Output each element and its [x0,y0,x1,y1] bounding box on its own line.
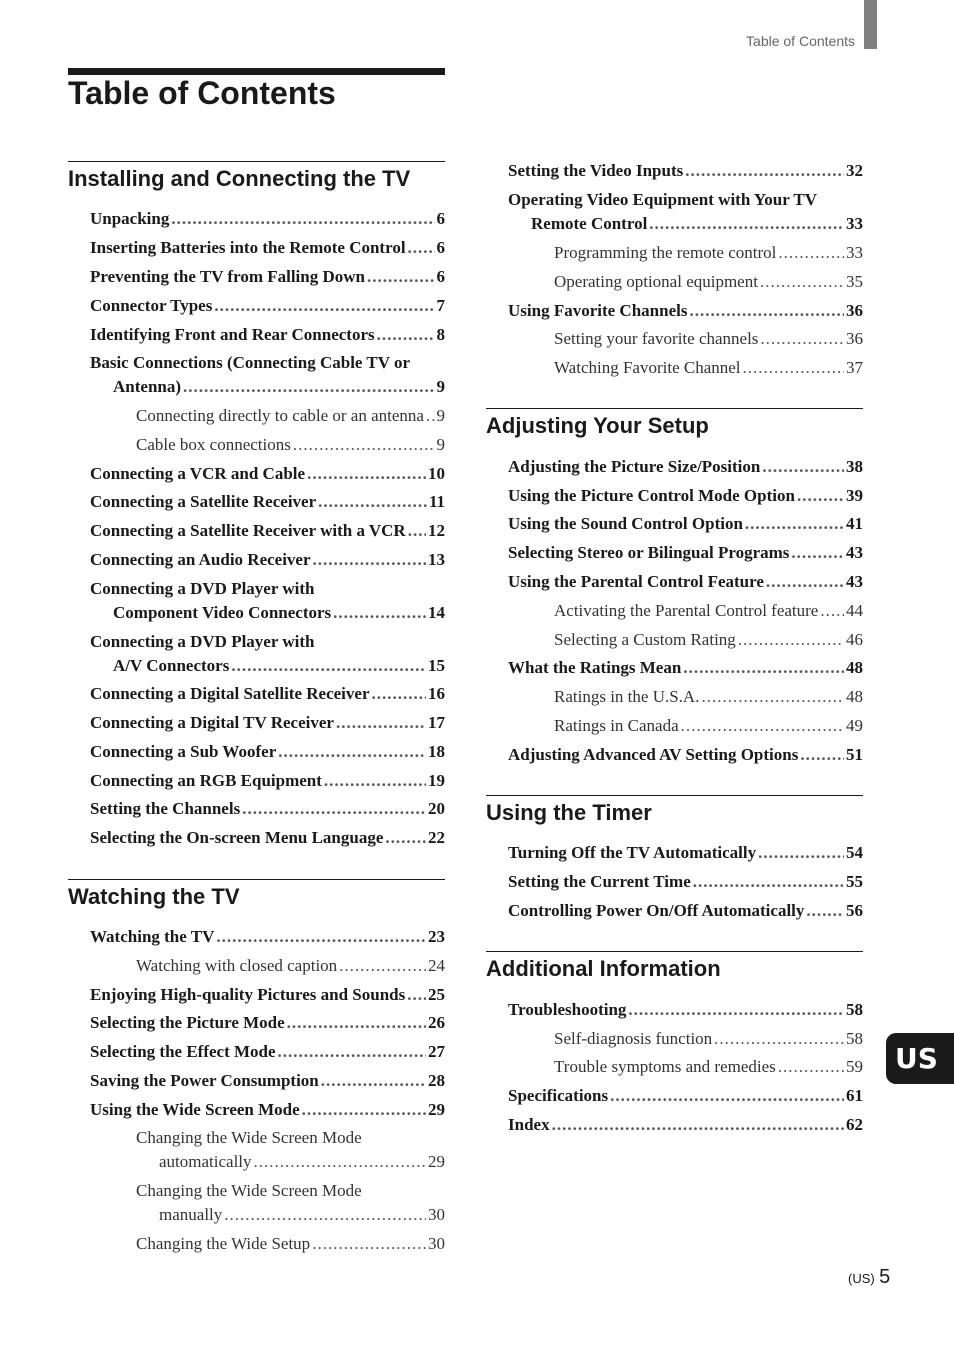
running-header: Table of Contents [746,33,855,49]
entry-title: Watching the TV [90,927,215,947]
dot-leader [312,1232,426,1256]
entry-title: Using the Picture Control Mode Option [508,485,795,505]
entry-page-number: 29 [428,1152,445,1172]
entry-page-number: 11 [428,492,445,512]
dot-leader [552,1113,844,1137]
entry-page-number: 23 [428,927,445,947]
toc-entry[interactable] [68,709,445,738]
toc-subentry[interactable] [68,1230,445,1259]
entry-title: Connecting an RGB Equipment [90,770,322,790]
entry-title: Connecting a Satellite Receiver with a VCR [90,521,406,541]
toc-entry[interactable] [68,291,445,320]
dot-leader [610,1084,844,1108]
page-number [848,1266,890,1289]
entry-page-number: 49 [846,715,863,735]
toc-entry[interactable] [486,839,863,868]
dot-leader [426,404,435,428]
dot-leader [685,159,844,183]
dot-leader [242,797,426,821]
dot-leader [372,682,427,706]
toc-subentry[interactable] [486,596,863,625]
toc-subentry[interactable] [486,1024,863,1053]
entry-page-number: 6 [436,238,445,258]
dot-leader [745,512,844,536]
dot-leader [321,1069,426,1093]
entry-page-number: 46 [846,629,863,649]
entry-page-number: 24 [428,955,445,975]
dot-leader [800,743,844,767]
toc-entry[interactable] [68,1095,445,1124]
toc-subentry[interactable] [486,267,863,296]
toc-entry[interactable] [68,205,445,234]
entry-title: Connecting a Digital TV Receiver [90,713,334,733]
dot-leader [714,1027,844,1051]
toc-entry[interactable] [68,349,445,402]
entry-title: Trouble symptoms and remedies [554,1057,776,1077]
dot-leader [407,983,426,1007]
dot-leader [683,656,844,680]
entry-page-number: 36 [846,300,863,320]
entry-page-number: 26 [428,1013,445,1033]
dot-leader [806,899,844,923]
entry-title: Specifications [508,1086,609,1106]
entry-title: Using Favorite Channels [508,300,688,320]
dot-leader [318,490,427,514]
toc-entry[interactable] [68,795,445,824]
dot-leader [408,519,426,543]
toc-section-installing-and-connecting-the-tv [68,161,445,853]
entry-page-number: 17 [428,713,445,733]
entry-title: Unpacking [90,209,170,229]
entry-title: Setting the Current Time [508,872,691,892]
entry-title: Adjusting the Picture Size/Position [508,456,761,476]
entry-page-number: 43 [846,571,863,591]
toc-entry[interactable] [486,740,863,769]
dot-leader [766,570,844,594]
entry-continuation-line [90,654,445,678]
toc-entry[interactable] [486,510,863,539]
entry-page-number: 37 [846,358,863,378]
page-number-prefix: (US) [848,1271,875,1286]
entry-page-number: 10 [428,463,445,483]
section-rule [486,795,863,796]
toc-entry[interactable] [68,546,445,575]
dot-leader [287,1011,426,1035]
dot-leader [797,484,844,508]
toc-subentry[interactable] [68,430,445,459]
toc-entry[interactable] [68,766,445,795]
entry-page-number: 9 [436,434,445,454]
dot-leader [336,711,426,735]
page-title: Table of Contents [68,75,336,111]
toc-section-continued [486,157,863,382]
entry-page-number: 20 [428,799,445,819]
dot-leader [681,714,844,738]
dot-leader [214,294,434,318]
entry-title: Saving the Power Consumption [90,1070,319,1090]
right-column [486,157,863,1139]
entry-title: Ratings in the U.S.A. [554,687,700,707]
toc-entry[interactable] [486,654,863,683]
toc-subentry[interactable] [68,1124,445,1177]
toc-entry[interactable] [486,481,863,510]
toc-entry[interactable] [68,234,445,263]
toc-section-additional-information [486,951,863,1139]
entry-title: Connecting a VCR and Cable [90,463,306,483]
dot-leader [216,925,426,949]
entry-page-number: 8 [436,324,445,344]
entry-page-number: 13 [428,549,445,569]
toc-subentry[interactable] [68,1177,445,1230]
entry-page-number: 33 [846,242,863,262]
entry-title: Basic Connections (Connecting Cable TV or [90,353,411,373]
region-tab: US [886,1033,954,1084]
dot-leader [689,299,844,323]
entry-page-number: 33 [846,214,863,234]
toc-entry[interactable] [68,517,445,546]
toc-entry[interactable] [68,459,445,488]
entry-title: Identifying Front and Rear Connectors [90,324,375,344]
dot-leader [385,826,426,850]
toc-entry[interactable] [68,1009,445,1038]
entry-page-number: 14 [428,602,445,622]
toc-entry[interactable] [486,1082,863,1111]
toc-subentry[interactable] [486,354,863,383]
header-tab-marker [864,0,877,49]
toc-subentry[interactable] [486,1053,863,1082]
dot-leader [333,601,426,625]
entry-title: Connecting a Sub Woofer [90,741,277,761]
entry-page-number: 48 [846,658,863,678]
toc-entry-list [486,452,863,769]
entry-page-number: 28 [428,1070,445,1090]
entry-title: Programming the remote control [554,242,777,262]
dot-leader [760,270,844,294]
toc-entry[interactable] [486,568,863,597]
dot-leader [324,769,426,793]
entry-title: Troubleshooting [508,999,627,1019]
dot-leader [302,1098,426,1122]
toc-entry[interactable] [486,157,863,186]
toc-subentry[interactable] [486,325,863,354]
section-rule [68,879,445,880]
entry-title: Ratings in Canada [554,715,679,735]
entry-page-number: 58 [846,1028,863,1048]
left-column [68,161,445,1258]
entry-title: Selecting the Effect Mode [90,1042,276,1062]
entry-page-number: 59 [846,1057,863,1077]
toc-entry-list [68,205,445,853]
toc-entry[interactable] [68,574,445,627]
toc-section-watching-the-tv [68,879,445,1259]
section-heading: Adjusting Your Setup [486,413,709,439]
entry-page-number: 48 [846,687,863,707]
entry-title: Preventing the TV from Falling Down [90,266,365,286]
entry-title: Operating optional equipment [554,271,758,291]
toc-section-using-the-timer [486,795,863,925]
entry-page-number: 36 [846,329,863,349]
toc-entry[interactable] [68,923,445,952]
entry-page-number: 41 [846,514,863,534]
entry-title: Connecting a DVD Player with [90,578,315,598]
entry-page-number: 27 [428,1042,445,1062]
dot-leader [778,241,844,265]
entry-title-continued: Remote Control [531,214,648,234]
dot-leader [367,265,435,289]
entry-page-number: 19 [428,770,445,790]
dot-leader [628,998,844,1022]
entry-title: Controlling Power On/Off Automatically [508,901,805,921]
dot-leader [762,455,844,479]
entry-page-number: 6 [436,266,445,286]
section-rule [486,951,863,952]
dot-leader [758,841,844,865]
entry-continuation-line [136,1150,445,1174]
dot-leader [791,541,844,565]
entry-page-number: 58 [846,999,863,1019]
dot-leader [820,599,844,623]
dot-leader [278,1040,426,1064]
dot-leader [278,740,426,764]
dot-leader [377,323,435,347]
dot-leader [743,356,844,380]
page-number-value: 5 [879,1266,891,1288]
toc-entry[interactable] [68,1067,445,1096]
dot-leader [183,375,434,399]
toc-entry[interactable] [68,980,445,1009]
dot-leader [760,327,844,351]
toc-entry[interactable] [486,186,863,239]
entry-page-number: 35 [846,271,863,291]
dot-leader [693,870,844,894]
toc-entry[interactable] [68,824,445,853]
entry-title: Connecting a DVD Player with [90,631,315,651]
entry-page-number: 30 [428,1234,445,1254]
entry-page-number: 25 [428,984,445,1004]
dot-leader [171,207,434,231]
entry-title: Index [508,1114,550,1134]
entry-page-number: 29 [428,1099,445,1119]
entry-title: Connecting a Satellite Receiver [90,492,317,512]
section-rule [68,161,445,162]
dot-leader [339,954,426,978]
entry-title: Selecting the Picture Mode [90,1013,285,1033]
toc-entry[interactable] [68,738,445,767]
entry-page-number: 9 [436,377,445,397]
entry-title-continued: A/V Connectors [113,655,230,675]
toc-entry-list [68,923,445,1259]
entry-page-number: 7 [436,295,445,315]
toc-entry[interactable] [486,296,863,325]
entry-title: Cable box connections [136,434,291,454]
entry-title: Setting the Video Inputs [508,161,684,181]
entry-title: Selecting Stereo or Bilingual Programs [508,543,790,563]
entry-title: Enjoying High-quality Pictures and Sounds [90,984,406,1004]
entry-page-number: 51 [846,744,863,764]
entry-title: Turning Off the TV Automatically [508,843,757,863]
toc-entry[interactable] [68,488,445,517]
dot-leader [293,433,435,457]
entry-page-number: 12 [428,521,445,541]
entry-title: Changing the Wide Screen Mode [136,1181,362,1201]
toc-subentry[interactable] [68,402,445,431]
entry-title: Watching Favorite Channel [554,358,741,378]
entry-title-continued: Antenna) [113,377,182,397]
entry-title: Changing the Wide Setup [136,1234,311,1254]
dot-leader [231,654,426,678]
entry-title: Self-diagnosis function [554,1028,713,1048]
entry-continuation-line [90,375,445,399]
entry-page-number: 18 [428,741,445,761]
toc-entry-list [486,157,863,382]
toc-entry[interactable] [68,1038,445,1067]
entry-page-number: 43 [846,543,863,563]
entry-title-continued: Component Video Connectors [113,602,332,622]
entry-title: Connector Types [90,295,213,315]
toc-entry[interactable] [68,680,445,709]
section-rule [486,408,863,409]
toc-subentry[interactable] [486,625,863,654]
toc-entry[interactable] [486,1111,863,1140]
toc-entry[interactable] [486,452,863,481]
entry-page-number: 32 [846,161,863,181]
toc-entry[interactable] [486,539,863,568]
dot-leader [701,685,844,709]
entry-title: Operating Video Equipment with Your TV [508,190,818,210]
entry-page-number: 16 [428,684,445,704]
entry-page-number: 22 [428,828,445,848]
toc-entry[interactable] [68,320,445,349]
toc-entry[interactable] [486,868,863,897]
entry-title: Connecting an Audio Receiver [90,549,311,569]
toc-entry-list [486,839,863,925]
dot-leader [778,1055,844,1079]
dot-leader [254,1150,426,1174]
entry-title: Using the Parental Control Feature [508,571,764,591]
toc-subentry[interactable] [486,683,863,712]
entry-continuation-line [508,212,863,236]
toc-subentry[interactable] [68,951,445,980]
toc-entry[interactable] [68,263,445,292]
entry-page-number: 38 [846,456,863,476]
toc-entry[interactable] [486,995,863,1024]
entry-continuation-line [136,1203,445,1227]
entry-page-number: 6 [436,209,445,229]
entry-page-number: 55 [846,872,863,892]
dot-leader [738,628,844,652]
entry-title: Connecting directly to cable or an antenna [136,406,424,426]
dot-leader [408,236,435,260]
dot-leader [313,548,426,572]
entry-title: Watching with closed caption [136,955,338,975]
entry-title: Selecting the On-screen Menu Language [90,828,384,848]
entry-title: Inserting Batteries into the Remote Control [90,238,406,258]
section-heading: Installing and Connecting the TV [68,166,411,191]
entry-title: Activating the Parental Control feature [554,600,819,620]
entry-page-number: 9 [436,406,445,426]
entry-page-number: 56 [846,901,863,921]
entry-continuation-line [90,601,445,625]
entry-title: Using the Sound Control Option [508,514,743,534]
toc-subentry[interactable] [486,239,863,268]
toc-entry-list [486,995,863,1139]
entry-title: Setting the Channels [90,799,241,819]
entry-page-number: 62 [846,1114,863,1134]
entry-title: Using the Wide Screen Mode [90,1099,300,1119]
entry-page-number: 15 [428,655,445,675]
entry-title: Connecting a Digital Satellite Receiver [90,684,370,704]
section-heading: Watching the TV [68,883,240,909]
entry-title: Changing the Wide Screen Mode [136,1128,362,1148]
section-heading: Using the Timer [486,800,652,826]
entry-title: Selecting a Custom Rating [554,629,736,649]
entry-title-continued: automatically [159,1152,252,1172]
dot-leader [224,1203,426,1227]
entry-title: Adjusting Advanced AV Setting Options [508,744,799,764]
entry-page-number: 54 [846,843,863,863]
entry-title: What the Ratings Mean [508,658,682,678]
dot-leader [307,462,426,486]
section-heading: Additional Information [486,956,721,982]
entry-page-number: 44 [846,600,863,620]
toc-entry[interactable] [486,897,863,926]
entry-title-continued: manually [159,1205,223,1225]
entry-title: Setting your favorite channels [554,329,759,349]
toc-entry[interactable] [68,627,445,680]
toc-section-adjusting-your-setup [486,408,863,769]
entry-page-number: 61 [846,1086,863,1106]
dot-leader [649,212,844,236]
toc-subentry[interactable] [486,712,863,741]
entry-page-number: 39 [846,485,863,505]
entry-page-number: 30 [428,1205,445,1225]
